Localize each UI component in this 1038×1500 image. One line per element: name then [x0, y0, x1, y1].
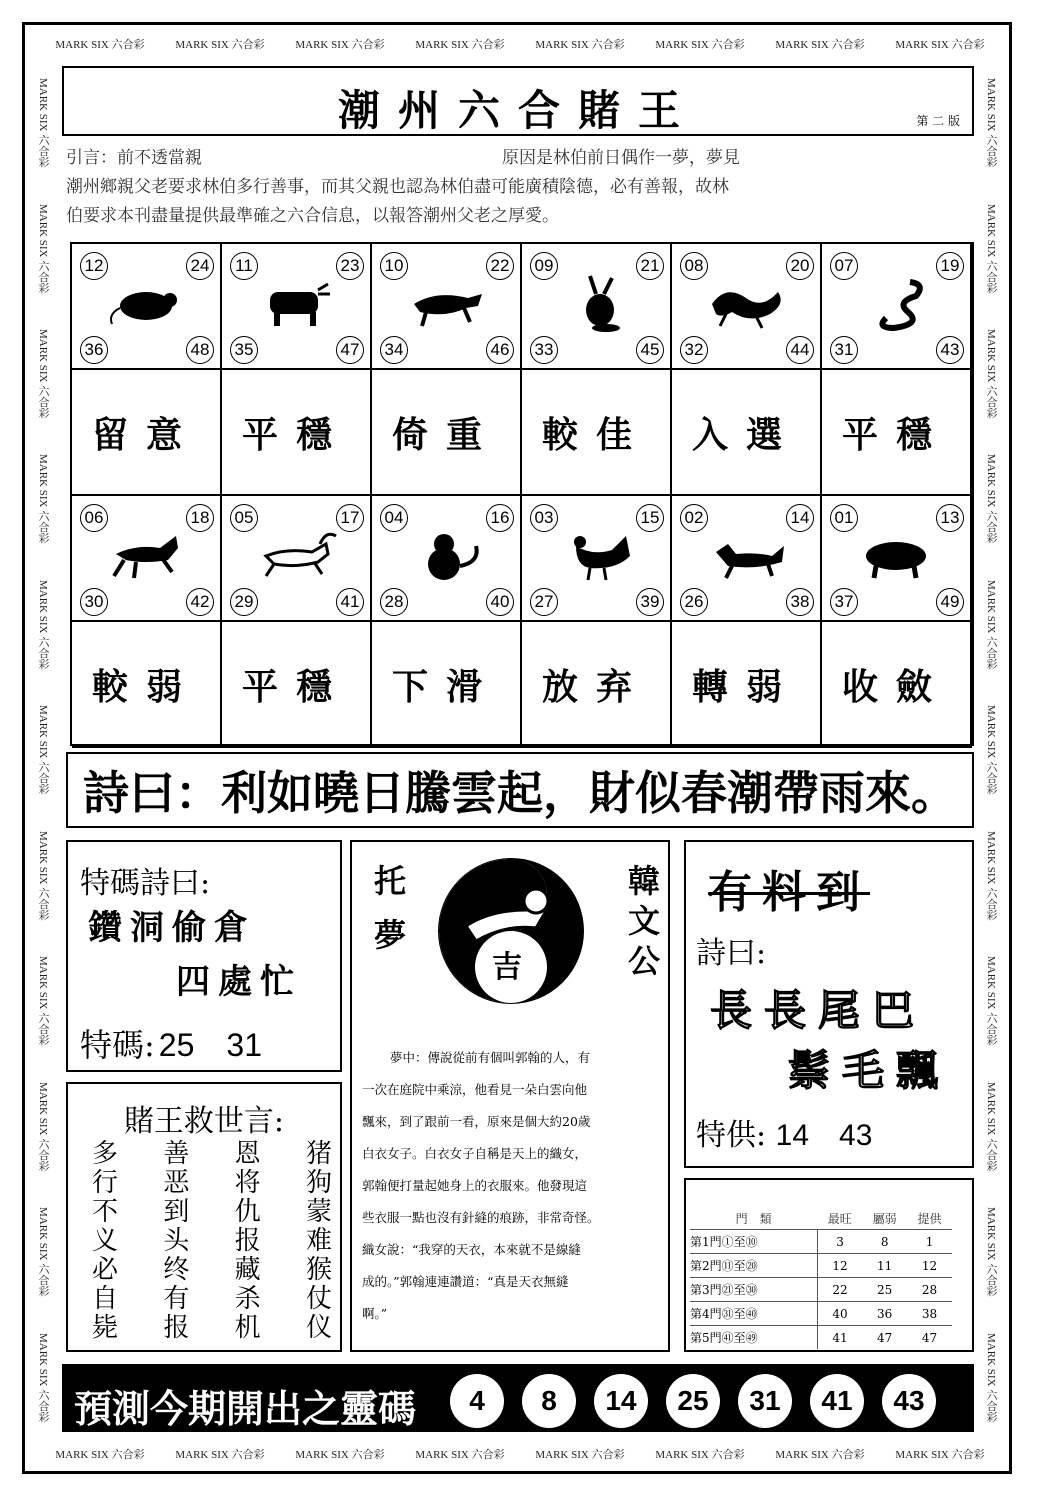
prediction-number-ball: 31 — [738, 1374, 792, 1428]
zodiac-number: 40 — [486, 588, 514, 616]
saying-char: 不 — [92, 1197, 119, 1227]
saying-char: 义 — [92, 1226, 119, 1256]
saying-char: 将 — [234, 1168, 261, 1198]
dream-story-line: 織女說：“我穿的天衣，本來就不是線縫 — [362, 1242, 581, 1257]
saying-column — [163, 1140, 189, 1343]
watermark-text: MARK SIX 六合彩 — [37, 454, 49, 544]
youliao-code — [696, 1110, 872, 1154]
zodiac-number: 12 — [80, 252, 108, 280]
zodiac-number: 05 — [230, 504, 258, 532]
watermark-text: MARK SIX 六合彩 — [37, 1332, 49, 1422]
zodiac-number: 01 — [830, 504, 858, 532]
prediction-number-ball: 41 — [810, 1374, 864, 1428]
zodiac-animal-cell — [522, 496, 672, 622]
zodiac-number: 31 — [830, 336, 858, 364]
watermark-text: MARK SIX 六合彩 — [655, 39, 745, 51]
saying-char: 头 — [163, 1226, 190, 1256]
pig-icon — [856, 526, 940, 584]
prediction-number-ball: 14 — [594, 1374, 648, 1428]
intro-line-1 — [66, 144, 971, 173]
door-table-cell: 第2門⑪至⑳ — [690, 1254, 817, 1278]
saying-column — [306, 1140, 332, 1343]
zodiac-number: 11 — [230, 252, 258, 280]
zodiac-number: 19 — [936, 252, 964, 280]
door-table-header-cell: 屬弱 — [872, 1212, 897, 1226]
door-table-cell: 12 — [907, 1254, 952, 1278]
door-table-header-cell: 最旺 — [827, 1212, 852, 1226]
watermark-text: MARK SIX 六合彩 — [985, 579, 997, 670]
zodiac-number: 04 — [380, 504, 408, 532]
youliao-title: 有料到 — [708, 867, 870, 918]
yinyang-char: 吉 — [492, 950, 522, 985]
rabbit-icon — [556, 274, 640, 332]
intro-line-1-end: 原因是林伯前日偶作一夢，夢見 — [502, 148, 740, 168]
saying-char: 狗 — [305, 1168, 332, 1198]
prediction-bar — [62, 1364, 974, 1432]
zodiac-number: 27 — [530, 588, 558, 616]
watermark-text: MARK SIX 六合彩 — [37, 78, 49, 168]
zodiac-animal-cell — [822, 244, 972, 370]
zodiac-number: 38 — [786, 588, 814, 616]
door-table-cell: 第3門㉑至㉚ — [690, 1278, 817, 1302]
zodiac-word-cell: 入選 — [672, 370, 822, 496]
saying-column — [92, 1140, 118, 1343]
saying-char: 恩 — [234, 1139, 261, 1169]
zodiac-number: 28 — [380, 588, 408, 616]
youliao-line-1: 長長尾巴 — [710, 986, 927, 1035]
door-table-cell: 25 — [862, 1278, 907, 1302]
saying-char: 机 — [234, 1313, 261, 1343]
watermark-text: MARK SIX 六合彩 — [985, 1332, 997, 1422]
watermark-text: MARK SIX 六合彩 — [37, 203, 49, 293]
door-table-cell: 41 — [817, 1326, 862, 1350]
zodiac-animal-cell — [522, 244, 672, 370]
watermark-text: MARK SIX 六合彩 — [415, 1449, 505, 1461]
zodiac-number: 26 — [680, 588, 708, 616]
watermark-text: MARK SIX 六合彩 — [985, 830, 997, 921]
watermark-text: MARK SIX 六合彩 — [295, 39, 385, 51]
dream-story-line: 啊。” — [362, 1306, 388, 1321]
zodiac-animal-cell — [72, 244, 222, 370]
zodiac-animal-cell — [222, 496, 372, 622]
prediction-number-ball: 25 — [666, 1374, 720, 1428]
intro-line-1-start: 引言：前不透當親 — [66, 148, 202, 168]
watermark-text: MARK SIX 六合彩 — [37, 705, 49, 795]
zodiac-number: 13 — [936, 504, 964, 532]
dream-story-line: 夢中：傳說從前有個叫郭翰的人，有 — [390, 1050, 591, 1065]
saying-char: 善 — [163, 1139, 190, 1169]
saying-char: 猪 — [305, 1139, 332, 1169]
zodiac-number: 41 — [336, 588, 364, 616]
watermark-top-row — [40, 36, 1000, 52]
edition-label: 第 二 版 — [916, 114, 960, 128]
watermark-text: MARK SIX 六合彩 — [55, 1449, 145, 1461]
door-table-cell: 40 — [817, 1302, 862, 1326]
zodiac-word-cell: 轉弱 — [672, 622, 822, 748]
zodiac-number: 44 — [786, 336, 814, 364]
zodiac-number: 30 — [80, 588, 108, 616]
page-title: 潮州六合賭王 — [337, 86, 698, 135]
saying-char: 仇 — [234, 1197, 261, 1227]
zodiac-number: 14 — [786, 504, 814, 532]
saying-title: 賭王救世言: — [123, 1104, 285, 1139]
door-table-cell: 第5門㊶至㊾ — [690, 1326, 817, 1350]
door-table-cell: 3 — [817, 1230, 862, 1254]
saying-char: 杀 — [234, 1284, 261, 1314]
dream-story-line: 白衣女子。白衣女子自稱是天上的織女， — [362, 1146, 588, 1161]
zodiac-word-cell: 留意 — [72, 370, 222, 496]
door-table-cell: 22 — [817, 1278, 862, 1302]
tiger-icon — [406, 274, 490, 332]
special-line-2: 四處忙 — [176, 962, 302, 1002]
monkey-icon — [406, 526, 490, 584]
intro-line-3: 伯要求本刊盡量提供最準確之六合信息，以報答潮州父老之厚愛。 — [66, 206, 559, 226]
prediction-number-ball: 43 — [882, 1374, 936, 1428]
snake-icon — [856, 274, 940, 332]
zodiac-number: 03 — [530, 504, 558, 532]
zodiac-grid — [70, 242, 974, 746]
zodiac-number: 29 — [230, 588, 258, 616]
door-table-cell: 28 — [907, 1278, 952, 1302]
saying-char: 有 — [163, 1284, 190, 1314]
watermark-text: MARK SIX 六合彩 — [295, 1449, 385, 1461]
door-table-row — [690, 1254, 952, 1278]
watermark-text: MARK SIX 六合彩 — [985, 1207, 997, 1297]
saying-char: 终 — [163, 1255, 190, 1285]
door-table-cell: 38 — [907, 1302, 952, 1326]
watermark-text: MARK SIX 六合彩 — [985, 956, 997, 1046]
door-table-row — [690, 1302, 952, 1326]
watermark-left-column — [32, 60, 54, 1440]
watermark-text: MARK SIX 六合彩 — [985, 78, 997, 168]
watermark-text: MARK SIX 六合彩 — [775, 39, 865, 51]
zodiac-number: 48 — [186, 336, 214, 364]
special-code-label: 特碼: — [80, 1026, 155, 1064]
saying-char: 到 — [163, 1197, 190, 1227]
youliao-code-value: 14 43 — [775, 1119, 873, 1152]
watermark-text: MARK SIX 六合彩 — [985, 329, 997, 419]
zodiac-number: 34 — [380, 336, 408, 364]
zodiac-animal-cell — [672, 496, 822, 622]
ox-icon — [256, 274, 340, 332]
prediction-number-ball: 4 — [450, 1374, 504, 1428]
watermark-text: MARK SIX 六合彩 — [985, 705, 997, 795]
zodiac-word-cell: 倚重 — [372, 370, 522, 496]
zodiac-number: 06 — [80, 504, 108, 532]
watermark-text: MARK SIX 六合彩 — [535, 1449, 625, 1461]
saying-char: 报 — [234, 1226, 261, 1256]
zodiac-number: 42 — [186, 588, 214, 616]
saying-column — [235, 1140, 261, 1343]
special-code-box — [66, 840, 342, 1072]
watermark-right-column — [980, 60, 1002, 1440]
dream-story-line: 成的。”郭翰連連讚道：“真是天衣無縫 — [362, 1274, 569, 1289]
door-table-row — [690, 1278, 952, 1302]
title-box — [62, 66, 974, 136]
saying-char: 多 — [92, 1139, 119, 1169]
zodiac-number: 10 — [380, 252, 408, 280]
zodiac-word-cell: 平穩 — [222, 370, 372, 496]
special-code-value: 25 31 — [158, 1027, 262, 1063]
door-table-header — [690, 1208, 952, 1230]
zodiac-number: 22 — [486, 252, 514, 280]
dream-story-line: 一次在庭院中乘涼，他看見一朵白雲向他 — [362, 1082, 588, 1097]
horse-icon — [106, 526, 190, 584]
saying-char: 行 — [92, 1168, 119, 1198]
intro-text — [66, 144, 971, 232]
dream-story — [362, 1042, 652, 1330]
saying-box — [66, 1082, 342, 1352]
dream-story-line: 些衣服一點也沒有針縫的痕跡，非常奇怪。 — [362, 1210, 600, 1225]
door-table-cell: 1 — [907, 1230, 952, 1254]
watermark-text: MARK SIX 六合彩 — [37, 329, 49, 419]
saying-char: 猴 — [305, 1255, 332, 1285]
zodiac-number: 24 — [186, 252, 214, 280]
zodiac-number: 21 — [636, 252, 664, 280]
zodiac-number: 16 — [486, 504, 514, 532]
zodiac-number: 47 — [336, 336, 364, 364]
watermark-text: MARK SIX 六合彩 — [175, 1449, 265, 1461]
youliao-box — [684, 840, 974, 1168]
door-table-cell: 47 — [862, 1326, 907, 1350]
saying-char: 报 — [163, 1313, 190, 1343]
door-table-cell: 47 — [907, 1326, 952, 1350]
dream-story-line: 郭翰便打量起她身上的衣服來。他發現這 — [362, 1178, 588, 1193]
zodiac-number: 23 — [336, 252, 364, 280]
zodiac-animal-cell — [372, 496, 522, 622]
special-label: 特碼詩曰: — [80, 866, 211, 901]
youliao-line-2: 鬃毛飄 — [788, 1046, 951, 1095]
door-table-row — [690, 1230, 952, 1254]
goat-icon — [256, 526, 340, 584]
door-table-cell: 36 — [862, 1302, 907, 1326]
door-table-row — [690, 1326, 952, 1350]
zodiac-number: 02 — [680, 504, 708, 532]
saying-char: 仪 — [305, 1313, 332, 1343]
zodiac-number: 35 — [230, 336, 258, 364]
watermark-text: MARK SIX 六合彩 — [895, 39, 985, 51]
dragon-icon — [706, 274, 790, 332]
saying-char: 蒙 — [305, 1197, 332, 1227]
zodiac-animal-cell — [222, 244, 372, 370]
zodiac-number: 45 — [636, 336, 664, 364]
saying-char: 恶 — [163, 1168, 190, 1198]
door-table-cell: 12 — [817, 1254, 862, 1278]
watermark-text: MARK SIX 六合彩 — [37, 830, 49, 921]
dream-left-label — [366, 864, 410, 972]
zodiac-word-cell: 收斂 — [822, 622, 972, 748]
zodiac-number: 32 — [680, 336, 708, 364]
zodiac-word-cell: 平穩 — [222, 622, 372, 748]
zodiac-number: 36 — [80, 336, 108, 364]
zodiac-number: 46 — [486, 336, 514, 364]
watermark-text: MARK SIX 六合彩 — [985, 203, 997, 293]
saying-char: 必 — [92, 1255, 119, 1285]
watermark-text: MARK SIX 六合彩 — [37, 956, 49, 1046]
watermark-text: MARK SIX 六合彩 — [655, 1449, 745, 1461]
watermark-text: MARK SIX 六合彩 — [895, 1449, 985, 1461]
special-code — [80, 1020, 262, 1066]
door-table-cell: 第1門①至⑩ — [690, 1230, 817, 1254]
zodiac-animal-cell — [672, 244, 822, 370]
watermark-text: MARK SIX 六合彩 — [55, 39, 145, 51]
zodiac-animal-cell — [372, 244, 522, 370]
door-table-cell: 8 — [862, 1230, 907, 1254]
dream-story-line: 飄來，到了跟前一看，原來是個大約20歲 — [362, 1114, 591, 1129]
prediction-label: 預測今期開出之靈碼 — [74, 1387, 417, 1431]
saying-columns — [92, 1140, 332, 1343]
saying-char: 自 — [92, 1284, 119, 1314]
dream-right-label — [620, 864, 664, 984]
zodiac-number: 33 — [530, 336, 558, 364]
zodiac-number: 15 — [636, 504, 664, 532]
prediction-number-ball: 8 — [522, 1374, 576, 1428]
zodiac-number: 17 — [336, 504, 364, 532]
saying-char: 毙 — [92, 1313, 119, 1343]
zodiac-number: 37 — [830, 588, 858, 616]
saying-char: 难 — [305, 1226, 332, 1256]
saying-char: 藏 — [234, 1255, 261, 1285]
zodiac-number: 20 — [786, 252, 814, 280]
door-table-cell: 第4門㉛至㊵ — [690, 1302, 817, 1326]
zodiac-number: 09 — [530, 252, 558, 280]
dog-icon — [706, 526, 790, 584]
rat-icon — [106, 274, 190, 332]
watermark-text: MARK SIX 六合彩 — [775, 1449, 865, 1461]
saying-char: 仗 — [305, 1284, 332, 1314]
watermark-text: MARK SIX 六合彩 — [415, 39, 505, 51]
watermark-bottom-row — [40, 1446, 1000, 1462]
zodiac-animal-cell — [822, 496, 972, 622]
zodiac-number: 39 — [636, 588, 664, 616]
door-table-cell: 11 — [862, 1254, 907, 1278]
zodiac-word-cell: 平穩 — [822, 370, 972, 496]
zodiac-number: 07 — [830, 252, 858, 280]
dream-left-text: 托夢 — [369, 864, 407, 972]
zodiac-number: 43 — [936, 336, 964, 364]
dream-box — [350, 840, 670, 1352]
poem-bar: 詩曰：利如曉日騰雲起，財似春潮帶雨來。 — [66, 752, 974, 828]
zodiac-word-cell: 放弃 — [522, 622, 672, 748]
special-line-1: 鑽洞偷倉 — [88, 908, 256, 948]
zodiac-word-cell: 較弱 — [72, 622, 222, 748]
watermark-text: MARK SIX 六合彩 — [175, 39, 265, 51]
youliao-code-label: 特供: — [696, 1118, 767, 1153]
zodiac-number: 18 — [186, 504, 214, 532]
watermark-text: MARK SIX 六合彩 — [985, 1081, 997, 1171]
door-table — [690, 1208, 952, 1349]
watermark-text: MARK SIX 六合彩 — [535, 39, 625, 51]
zodiac-number: 49 — [936, 588, 964, 616]
dream-right-text: 韓文公 — [623, 864, 661, 984]
zodiac-number: 08 — [680, 252, 708, 280]
rooster-icon — [556, 526, 640, 584]
zodiac-animal-cell — [72, 496, 222, 622]
zodiac-word-cell: 下滑 — [372, 622, 522, 748]
watermark-text: MARK SIX 六合彩 — [985, 454, 997, 544]
watermark-text: MARK SIX 六合彩 — [37, 1081, 49, 1171]
door-table-header-cell: 提供 — [917, 1212, 942, 1226]
zodiac-word-cell: 較佳 — [522, 370, 672, 496]
intro-line-2: 潮州鄉親父老要求林伯多行善事，而其父親也認為林伯盡可能廣積陰德，必有善報，故林 — [66, 177, 729, 197]
watermark-text: MARK SIX 六合彩 — [37, 579, 49, 670]
door-table-header-cell: 門 類 — [735, 1212, 772, 1226]
watermark-text: MARK SIX 六合彩 — [37, 1207, 49, 1297]
youliao-label: 詩曰: — [696, 936, 767, 971]
